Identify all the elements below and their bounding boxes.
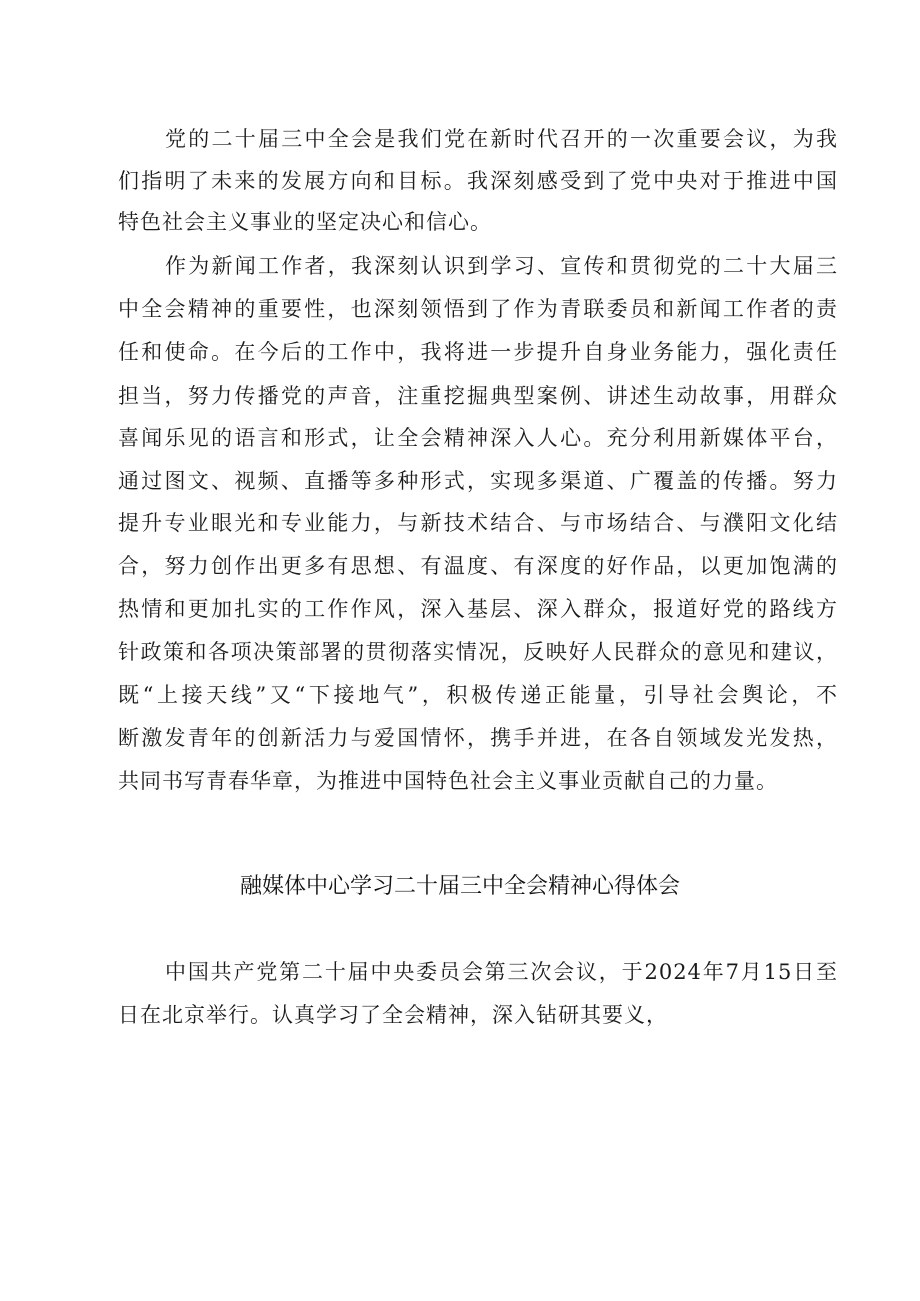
paragraph-2-line-6: 通过图文、视频、直播等多种形式，实现多渠道、广覆盖的传播。努力: [118, 469, 838, 493]
paragraph-3-line-2: 日在北京举行。认真学习了全会精神，深入钻研其要义，: [118, 1003, 668, 1027]
paragraph-2-line-11: 既“上接天线”又“下接地气”，积极传递正能量，引导社会舆论，不: [118, 683, 838, 707]
paragraph-1-line-3: 特色社会主义事业的坚定决心和信心。: [118, 210, 492, 234]
paragraph-1-line-1: 党的二十届三中全会是我们党在新时代召开的一次重要会议，为我: [165, 127, 838, 151]
paragraph-2-line-8: 合，努力创作出更多有思想、有温度、有深度的好作品，以更加饱满的: [118, 554, 838, 578]
paragraph-2-line-12: 断激发青年的创新活力与爱国情怀，携手并进，在各自领域发光发热，: [118, 726, 838, 750]
paragraph-2-line-5: 喜闻乐见的语言和形式，让全会精神深入人心。充分利用新媒体平台，: [118, 426, 838, 450]
paragraph-2-line-4: 担当，努力传播党的声音，注重挖掘典型案例、讲述生动故事，用群众: [118, 384, 838, 408]
paragraph-2-line-1: 作为新闻工作者，我深刻认识到学习、宣传和贯彻党的二十大届三: [165, 254, 838, 278]
paragraph-2-line-13: 共同书写青春华章，为推进中国特色社会主义事业贡献自己的力量。: [118, 769, 778, 793]
paragraph-1-line-2: 们指明了未来的发展方向和目标。我深刻感受到了党中央对于推进中国: [118, 169, 838, 193]
paragraph-2-line-10: 针政策和各项决策部署的贯彻落实情况，反映好人民群众的意见和建议，: [118, 640, 838, 664]
paragraph-2-line-7: 提升专业眼光和专业能力，与新技术结合、与市场结合、与濮阳文化结: [118, 511, 838, 535]
paragraph-2-line-3: 任和使命。在今后的工作中，我将进一步提升自身业务能力，强化责任: [118, 340, 838, 364]
paragraph-2-line-9: 热情和更加扎实的工作作风，深入基层、深入群众，报道好党的路线方: [118, 597, 838, 621]
paragraph-2-line-2: 中全会精神的重要性，也深刻领悟到了作为青联委员和新闻工作者的责: [118, 297, 838, 321]
section-title: 融媒体中心学习二十届三中全会精神心得体会: [239, 874, 680, 899]
paragraph-3-line-1: 中国共产党第二十届中央委员会第三次会议，于2024年7月15日至: [165, 960, 838, 984]
